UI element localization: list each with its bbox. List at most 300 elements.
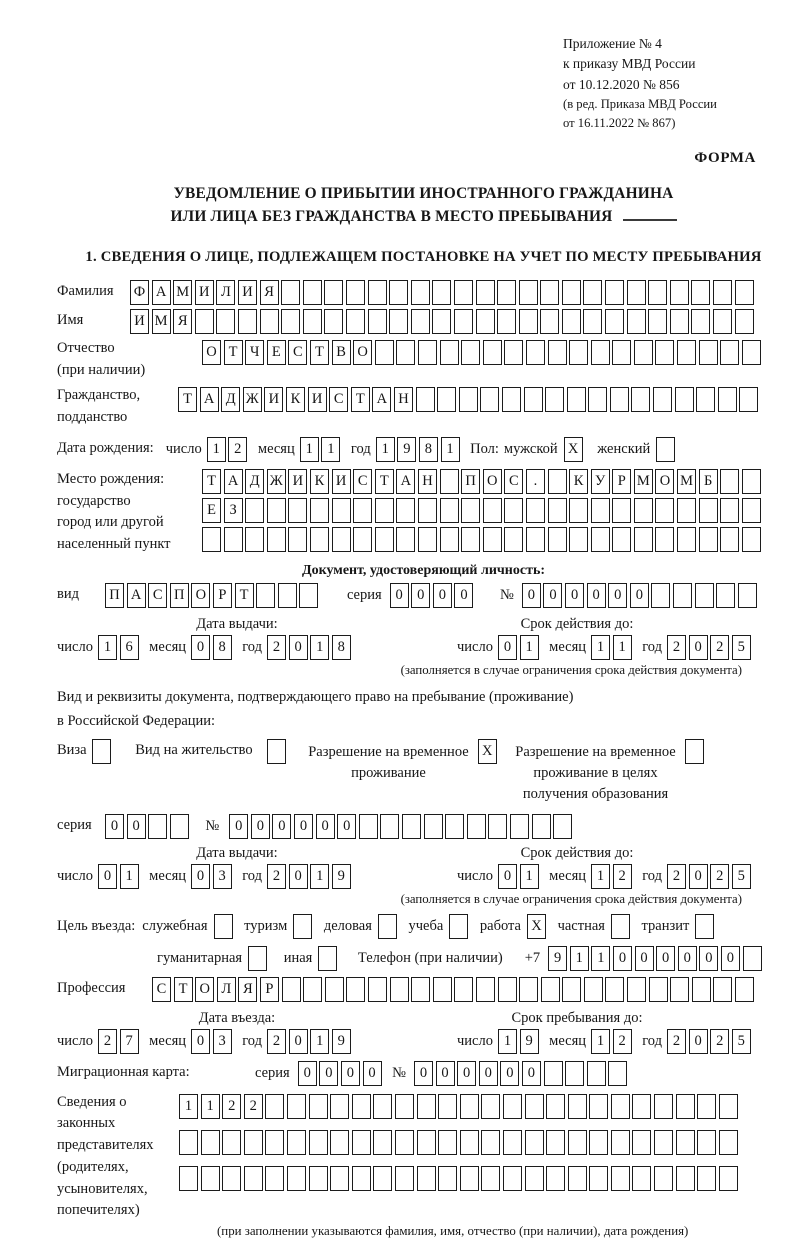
char-cell[interactable]	[353, 498, 372, 523]
char-cell[interactable]	[656, 437, 675, 462]
char-cell[interactable]: А	[224, 469, 243, 494]
char-cell[interactable]: А	[200, 387, 219, 412]
char-cell[interactable]	[591, 498, 610, 523]
char-cell[interactable]	[677, 340, 696, 365]
char-cell[interactable]	[610, 387, 629, 412]
char-cell[interactable]	[742, 469, 761, 494]
char-cell[interactable]: С	[152, 977, 171, 1002]
char-cell[interactable]	[449, 914, 468, 939]
char-cell[interactable]	[655, 498, 674, 523]
char-cell[interactable]: 0	[337, 814, 356, 839]
char-cell[interactable]	[735, 977, 754, 1002]
char-cell[interactable]: О	[655, 469, 674, 494]
char-cell[interactable]	[713, 977, 732, 1002]
char-cell[interactable]	[411, 309, 430, 334]
char-cell[interactable]	[697, 1094, 716, 1119]
char-cell[interactable]: 0	[251, 814, 270, 839]
char-cell[interactable]: .	[526, 469, 545, 494]
entry-day-cells[interactable]	[98, 1029, 141, 1054]
char-cell[interactable]	[346, 280, 365, 305]
char-cell[interactable]: 2	[613, 1029, 632, 1054]
char-cell[interactable]	[214, 914, 233, 939]
char-cell[interactable]	[460, 1130, 479, 1155]
char-cell[interactable]: Л	[216, 280, 235, 305]
char-cell[interactable]	[476, 280, 495, 305]
char-cell[interactable]	[299, 583, 318, 608]
char-cell[interactable]	[627, 977, 646, 1002]
char-cell[interactable]	[685, 739, 704, 764]
char-cell[interactable]	[460, 1094, 479, 1119]
char-cell[interactable]	[677, 498, 696, 523]
residence-issue-year-cells[interactable]	[267, 864, 353, 889]
char-cell[interactable]	[612, 498, 631, 523]
char-cell[interactable]	[238, 309, 257, 334]
char-cell[interactable]	[325, 977, 344, 1002]
char-cell[interactable]	[503, 1094, 522, 1119]
char-cell[interactable]: Е	[202, 498, 221, 523]
char-cell[interactable]	[718, 387, 737, 412]
char-cell[interactable]: М	[152, 309, 171, 334]
char-cell[interactable]	[562, 977, 581, 1002]
char-cell[interactable]	[525, 1166, 544, 1191]
char-cell[interactable]	[591, 527, 610, 552]
char-cell[interactable]	[437, 387, 456, 412]
char-cell[interactable]	[532, 814, 551, 839]
stay-month-cells[interactable]	[591, 1029, 634, 1054]
char-cell[interactable]	[433, 977, 452, 1002]
char-cell[interactable]: 0	[522, 583, 541, 608]
char-cell[interactable]	[719, 1166, 738, 1191]
char-cell[interactable]	[548, 498, 567, 523]
char-cell[interactable]	[346, 309, 365, 334]
char-cell[interactable]	[330, 1094, 349, 1119]
purpose-tourism-checkbox[interactable]	[293, 914, 315, 939]
char-cell[interactable]: 0	[699, 946, 718, 971]
char-cell[interactable]	[287, 1166, 306, 1191]
char-cell[interactable]: 0	[587, 583, 606, 608]
char-cell[interactable]	[519, 977, 538, 1002]
char-cell[interactable]	[743, 946, 762, 971]
birth-place-row1-cells[interactable]	[202, 469, 763, 494]
char-cell[interactable]	[497, 280, 516, 305]
option-residence-permit-checkbox[interactable]	[267, 739, 289, 764]
char-cell[interactable]	[631, 387, 650, 412]
char-cell[interactable]: К	[310, 469, 329, 494]
char-cell[interactable]	[148, 814, 167, 839]
char-cell[interactable]	[389, 309, 408, 334]
patronymic-cells[interactable]	[202, 340, 763, 365]
char-cell[interactable]	[373, 1166, 392, 1191]
char-cell[interactable]: 1	[570, 946, 589, 971]
char-cell[interactable]: X	[527, 914, 546, 939]
char-cell[interactable]: 1	[201, 1094, 220, 1119]
entry-year-cells[interactable]	[267, 1029, 353, 1054]
char-cell[interactable]	[588, 387, 607, 412]
char-cell[interactable]	[525, 1094, 544, 1119]
char-cell[interactable]	[324, 280, 343, 305]
char-cell[interactable]	[417, 1130, 436, 1155]
char-cell[interactable]	[548, 340, 567, 365]
char-cell[interactable]: 5	[732, 864, 751, 889]
char-cell[interactable]	[627, 309, 646, 334]
char-cell[interactable]	[634, 527, 653, 552]
char-cell[interactable]	[720, 469, 739, 494]
char-cell[interactable]: 0	[298, 1061, 317, 1086]
char-cell[interactable]	[719, 1130, 738, 1155]
char-cell[interactable]: 2	[667, 1029, 686, 1054]
char-cell[interactable]	[438, 1094, 457, 1119]
char-cell[interactable]	[720, 498, 739, 523]
char-cell[interactable]: Б	[699, 469, 718, 494]
char-cell[interactable]	[716, 583, 735, 608]
char-cell[interactable]	[359, 814, 378, 839]
char-cell[interactable]	[612, 340, 631, 365]
residence-expiry-year-cells[interactable]	[667, 864, 753, 889]
char-cell[interactable]	[330, 1166, 349, 1191]
char-cell[interactable]	[476, 977, 495, 1002]
char-cell[interactable]	[605, 309, 624, 334]
char-cell[interactable]	[481, 1094, 500, 1119]
char-cell[interactable]: 0	[289, 1029, 308, 1054]
char-cell[interactable]	[548, 469, 567, 494]
char-cell[interactable]: 0	[630, 583, 649, 608]
char-cell[interactable]	[677, 527, 696, 552]
char-cell[interactable]	[461, 498, 480, 523]
char-cell[interactable]: 0	[229, 814, 248, 839]
doc-series-cells[interactable]	[390, 583, 476, 608]
identity-expiry-day-cells[interactable]	[498, 635, 541, 660]
char-cell[interactable]: 1	[321, 437, 340, 462]
char-cell[interactable]	[282, 977, 301, 1002]
char-cell[interactable]: О	[195, 977, 214, 1002]
char-cell[interactable]: С	[353, 469, 372, 494]
char-cell[interactable]: А	[372, 387, 391, 412]
char-cell[interactable]: Р	[260, 977, 279, 1002]
char-cell[interactable]	[480, 387, 499, 412]
char-cell[interactable]	[375, 498, 394, 523]
char-cell[interactable]	[649, 977, 668, 1002]
char-cell[interactable]	[632, 1094, 651, 1119]
char-cell[interactable]	[179, 1166, 198, 1191]
char-cell[interactable]	[548, 527, 567, 552]
char-cell[interactable]	[287, 1130, 306, 1155]
char-cell[interactable]	[418, 340, 437, 365]
char-cell[interactable]: 7	[120, 1029, 139, 1054]
char-cell[interactable]: О	[191, 583, 210, 608]
char-cell[interactable]: М	[677, 469, 696, 494]
char-cell[interactable]: 0	[656, 946, 675, 971]
char-cell[interactable]: 8	[213, 635, 232, 660]
char-cell[interactable]	[310, 498, 329, 523]
char-cell[interactable]: И	[264, 387, 283, 412]
char-cell[interactable]	[265, 1130, 284, 1155]
char-cell[interactable]	[170, 814, 189, 839]
char-cell[interactable]	[256, 583, 275, 608]
char-cell[interactable]	[696, 387, 715, 412]
char-cell[interactable]	[454, 309, 473, 334]
char-cell[interactable]	[544, 1061, 563, 1086]
char-cell[interactable]	[611, 1094, 630, 1119]
char-cell[interactable]: 0	[500, 1061, 519, 1086]
char-cell[interactable]: Н	[394, 387, 413, 412]
char-cell[interactable]	[324, 309, 343, 334]
surname-cells[interactable]	[130, 280, 756, 305]
char-cell[interactable]	[654, 1166, 673, 1191]
char-cell[interactable]	[651, 583, 670, 608]
char-cell[interactable]: X	[478, 739, 497, 764]
char-cell[interactable]	[735, 309, 754, 334]
char-cell[interactable]	[202, 527, 221, 552]
char-cell[interactable]: А	[127, 583, 146, 608]
char-cell[interactable]	[395, 1094, 414, 1119]
char-cell[interactable]	[605, 280, 624, 305]
char-cell[interactable]	[375, 527, 394, 552]
char-cell[interactable]	[309, 1094, 328, 1119]
char-cell[interactable]: 1	[310, 635, 329, 660]
char-cell[interactable]	[691, 280, 710, 305]
char-cell[interactable]: 0	[191, 1029, 210, 1054]
char-cell[interactable]: 0	[689, 864, 708, 889]
char-cell[interactable]: 0	[289, 635, 308, 660]
char-cell[interactable]: 0	[678, 946, 697, 971]
char-cell[interactable]	[720, 527, 739, 552]
char-cell[interactable]: 0	[608, 583, 627, 608]
char-cell[interactable]	[353, 527, 372, 552]
char-cell[interactable]	[691, 309, 710, 334]
char-cell[interactable]	[461, 527, 480, 552]
char-cell[interactable]	[611, 1130, 630, 1155]
char-cell[interactable]	[454, 977, 473, 1002]
char-cell[interactable]	[654, 1130, 673, 1155]
identity-expiry-year-cells[interactable]	[667, 635, 753, 660]
char-cell[interactable]: 1	[120, 864, 139, 889]
char-cell[interactable]	[562, 309, 581, 334]
char-cell[interactable]: Т	[375, 469, 394, 494]
char-cell[interactable]	[502, 387, 521, 412]
char-cell[interactable]: 1	[591, 946, 610, 971]
char-cell[interactable]	[267, 739, 286, 764]
char-cell[interactable]: 2	[267, 635, 286, 660]
char-cell[interactable]	[546, 1094, 565, 1119]
char-cell[interactable]: 2	[667, 864, 686, 889]
char-cell[interactable]	[545, 387, 564, 412]
birth-place-row2-cells[interactable]	[202, 498, 763, 523]
char-cell[interactable]	[368, 977, 387, 1002]
char-cell[interactable]	[417, 1094, 436, 1119]
char-cell[interactable]: Т	[224, 340, 243, 365]
identity-issue-day-cells[interactable]	[98, 635, 141, 660]
char-cell[interactable]	[378, 914, 397, 939]
char-cell[interactable]	[612, 527, 631, 552]
char-cell[interactable]: 1	[591, 1029, 610, 1054]
char-cell[interactable]: 1	[310, 1029, 329, 1054]
char-cell[interactable]	[418, 498, 437, 523]
char-cell[interactable]	[411, 977, 430, 1002]
char-cell[interactable]	[438, 1130, 457, 1155]
char-cell[interactable]	[591, 340, 610, 365]
char-cell[interactable]	[648, 280, 667, 305]
char-cell[interactable]	[244, 1130, 263, 1155]
residence-expiry-day-cells[interactable]	[498, 864, 541, 889]
char-cell[interactable]: 1	[207, 437, 226, 462]
char-cell[interactable]	[568, 1166, 587, 1191]
char-cell[interactable]	[735, 280, 754, 305]
char-cell[interactable]	[540, 309, 559, 334]
char-cell[interactable]: 1	[376, 437, 395, 462]
char-cell[interactable]	[318, 946, 337, 971]
char-cell[interactable]	[673, 583, 692, 608]
char-cell[interactable]: 0	[689, 635, 708, 660]
char-cell[interactable]: 1	[179, 1094, 198, 1119]
char-cell[interactable]	[201, 1130, 220, 1155]
char-cell[interactable]	[699, 527, 718, 552]
residence-series-cells[interactable]	[105, 814, 191, 839]
char-cell[interactable]	[589, 1094, 608, 1119]
char-cell[interactable]	[216, 309, 235, 334]
birth-year-cells[interactable]	[376, 437, 462, 462]
char-cell[interactable]	[695, 914, 714, 939]
char-cell[interactable]: В	[332, 340, 351, 365]
char-cell[interactable]	[719, 1094, 738, 1119]
char-cell[interactable]	[510, 814, 529, 839]
char-cell[interactable]	[461, 340, 480, 365]
char-cell[interactable]	[201, 1166, 220, 1191]
char-cell[interactable]: П	[105, 583, 124, 608]
char-cell[interactable]	[375, 340, 394, 365]
char-cell[interactable]: К	[569, 469, 588, 494]
char-cell[interactable]: П	[461, 469, 480, 494]
char-cell[interactable]	[742, 498, 761, 523]
char-cell[interactable]: 1	[520, 635, 539, 660]
char-cell[interactable]	[440, 498, 459, 523]
char-cell[interactable]	[699, 498, 718, 523]
char-cell[interactable]: 0	[294, 814, 313, 839]
char-cell[interactable]	[611, 914, 630, 939]
char-cell[interactable]: У	[591, 469, 610, 494]
char-cell[interactable]	[526, 527, 545, 552]
option-visa-checkbox[interactable]	[92, 739, 114, 764]
char-cell[interactable]	[569, 498, 588, 523]
char-cell[interactable]	[445, 814, 464, 839]
char-cell[interactable]: 9	[520, 1029, 539, 1054]
char-cell[interactable]: 2	[228, 437, 247, 462]
char-cell[interactable]	[540, 280, 559, 305]
residence-expiry-month-cells[interactable]	[591, 864, 634, 889]
char-cell[interactable]: 0	[433, 583, 452, 608]
char-cell[interactable]	[608, 1061, 627, 1086]
char-cell[interactable]	[483, 527, 502, 552]
char-cell[interactable]	[565, 1061, 584, 1086]
char-cell[interactable]	[587, 1061, 606, 1086]
char-cell[interactable]: Л	[217, 977, 236, 1002]
residence-issue-day-cells[interactable]	[98, 864, 141, 889]
char-cell[interactable]	[417, 1166, 436, 1191]
char-cell[interactable]	[245, 498, 264, 523]
char-cell[interactable]: 1	[441, 437, 460, 462]
char-cell[interactable]	[692, 977, 711, 1002]
char-cell[interactable]: М	[634, 469, 653, 494]
identity-expiry-month-cells[interactable]	[591, 635, 634, 660]
char-cell[interactable]	[699, 340, 718, 365]
char-cell[interactable]: М	[173, 280, 192, 305]
char-cell[interactable]: 0	[498, 635, 517, 660]
char-cell[interactable]	[380, 814, 399, 839]
char-cell[interactable]	[481, 1166, 500, 1191]
char-cell[interactable]: X	[564, 437, 583, 462]
representatives-row2-cells[interactable]	[179, 1130, 740, 1155]
char-cell[interactable]	[467, 814, 486, 839]
purpose-official-checkbox[interactable]	[214, 914, 236, 939]
char-cell[interactable]: 2	[98, 1029, 117, 1054]
purpose-humanitarian-checkbox[interactable]	[248, 946, 270, 971]
char-cell[interactable]	[526, 498, 545, 523]
char-cell[interactable]	[396, 340, 415, 365]
char-cell[interactable]	[525, 1130, 544, 1155]
char-cell[interactable]	[504, 498, 523, 523]
char-cell[interactable]: И	[308, 387, 327, 412]
char-cell[interactable]	[697, 1166, 716, 1191]
char-cell[interactable]: 0	[479, 1061, 498, 1086]
char-cell[interactable]	[589, 1130, 608, 1155]
char-cell[interactable]: 2	[244, 1094, 263, 1119]
char-cell[interactable]	[654, 1094, 673, 1119]
char-cell[interactable]: Е	[267, 340, 286, 365]
char-cell[interactable]: 0	[414, 1061, 433, 1086]
char-cell[interactable]: 0	[98, 864, 117, 889]
option-temp-residence-checkbox[interactable]	[478, 739, 500, 764]
char-cell[interactable]: О	[202, 340, 221, 365]
char-cell[interactable]	[675, 387, 694, 412]
char-cell[interactable]: 1	[498, 1029, 517, 1054]
char-cell[interactable]	[281, 309, 300, 334]
char-cell[interactable]	[697, 1130, 716, 1155]
char-cell[interactable]: С	[329, 387, 348, 412]
migration-series-cells[interactable]	[298, 1061, 384, 1086]
char-cell[interactable]: Ж	[243, 387, 262, 412]
char-cell[interactable]	[278, 583, 297, 608]
char-cell[interactable]	[526, 340, 545, 365]
char-cell[interactable]: С	[504, 469, 523, 494]
char-cell[interactable]: 0	[272, 814, 291, 839]
char-cell[interactable]: 9	[332, 864, 351, 889]
entry-month-cells[interactable]	[191, 1029, 234, 1054]
char-cell[interactable]	[222, 1166, 241, 1191]
char-cell[interactable]: 1	[98, 635, 117, 660]
birth-day-cells[interactable]	[207, 437, 250, 462]
char-cell[interactable]: 0	[105, 814, 124, 839]
char-cell[interactable]: 8	[419, 437, 438, 462]
char-cell[interactable]	[569, 527, 588, 552]
char-cell[interactable]: Ф	[130, 280, 149, 305]
representatives-row1-cells[interactable]	[179, 1094, 740, 1119]
char-cell[interactable]	[568, 1130, 587, 1155]
purpose-private-checkbox[interactable]	[611, 914, 633, 939]
char-cell[interactable]	[632, 1130, 651, 1155]
option-temp-residence-education-checkbox[interactable]	[685, 739, 707, 764]
char-cell[interactable]	[503, 1166, 522, 1191]
char-cell[interactable]	[655, 340, 674, 365]
char-cell[interactable]: 0	[635, 946, 654, 971]
char-cell[interactable]: П	[170, 583, 189, 608]
char-cell[interactable]	[670, 977, 689, 1002]
doc-number-cells[interactable]	[522, 583, 760, 608]
char-cell[interactable]	[634, 498, 653, 523]
char-cell[interactable]: Т	[310, 340, 329, 365]
residence-number-cells[interactable]	[229, 814, 575, 839]
char-cell[interactable]	[632, 1166, 651, 1191]
sex-female-checkbox[interactable]	[656, 437, 678, 462]
char-cell[interactable]	[287, 1094, 306, 1119]
